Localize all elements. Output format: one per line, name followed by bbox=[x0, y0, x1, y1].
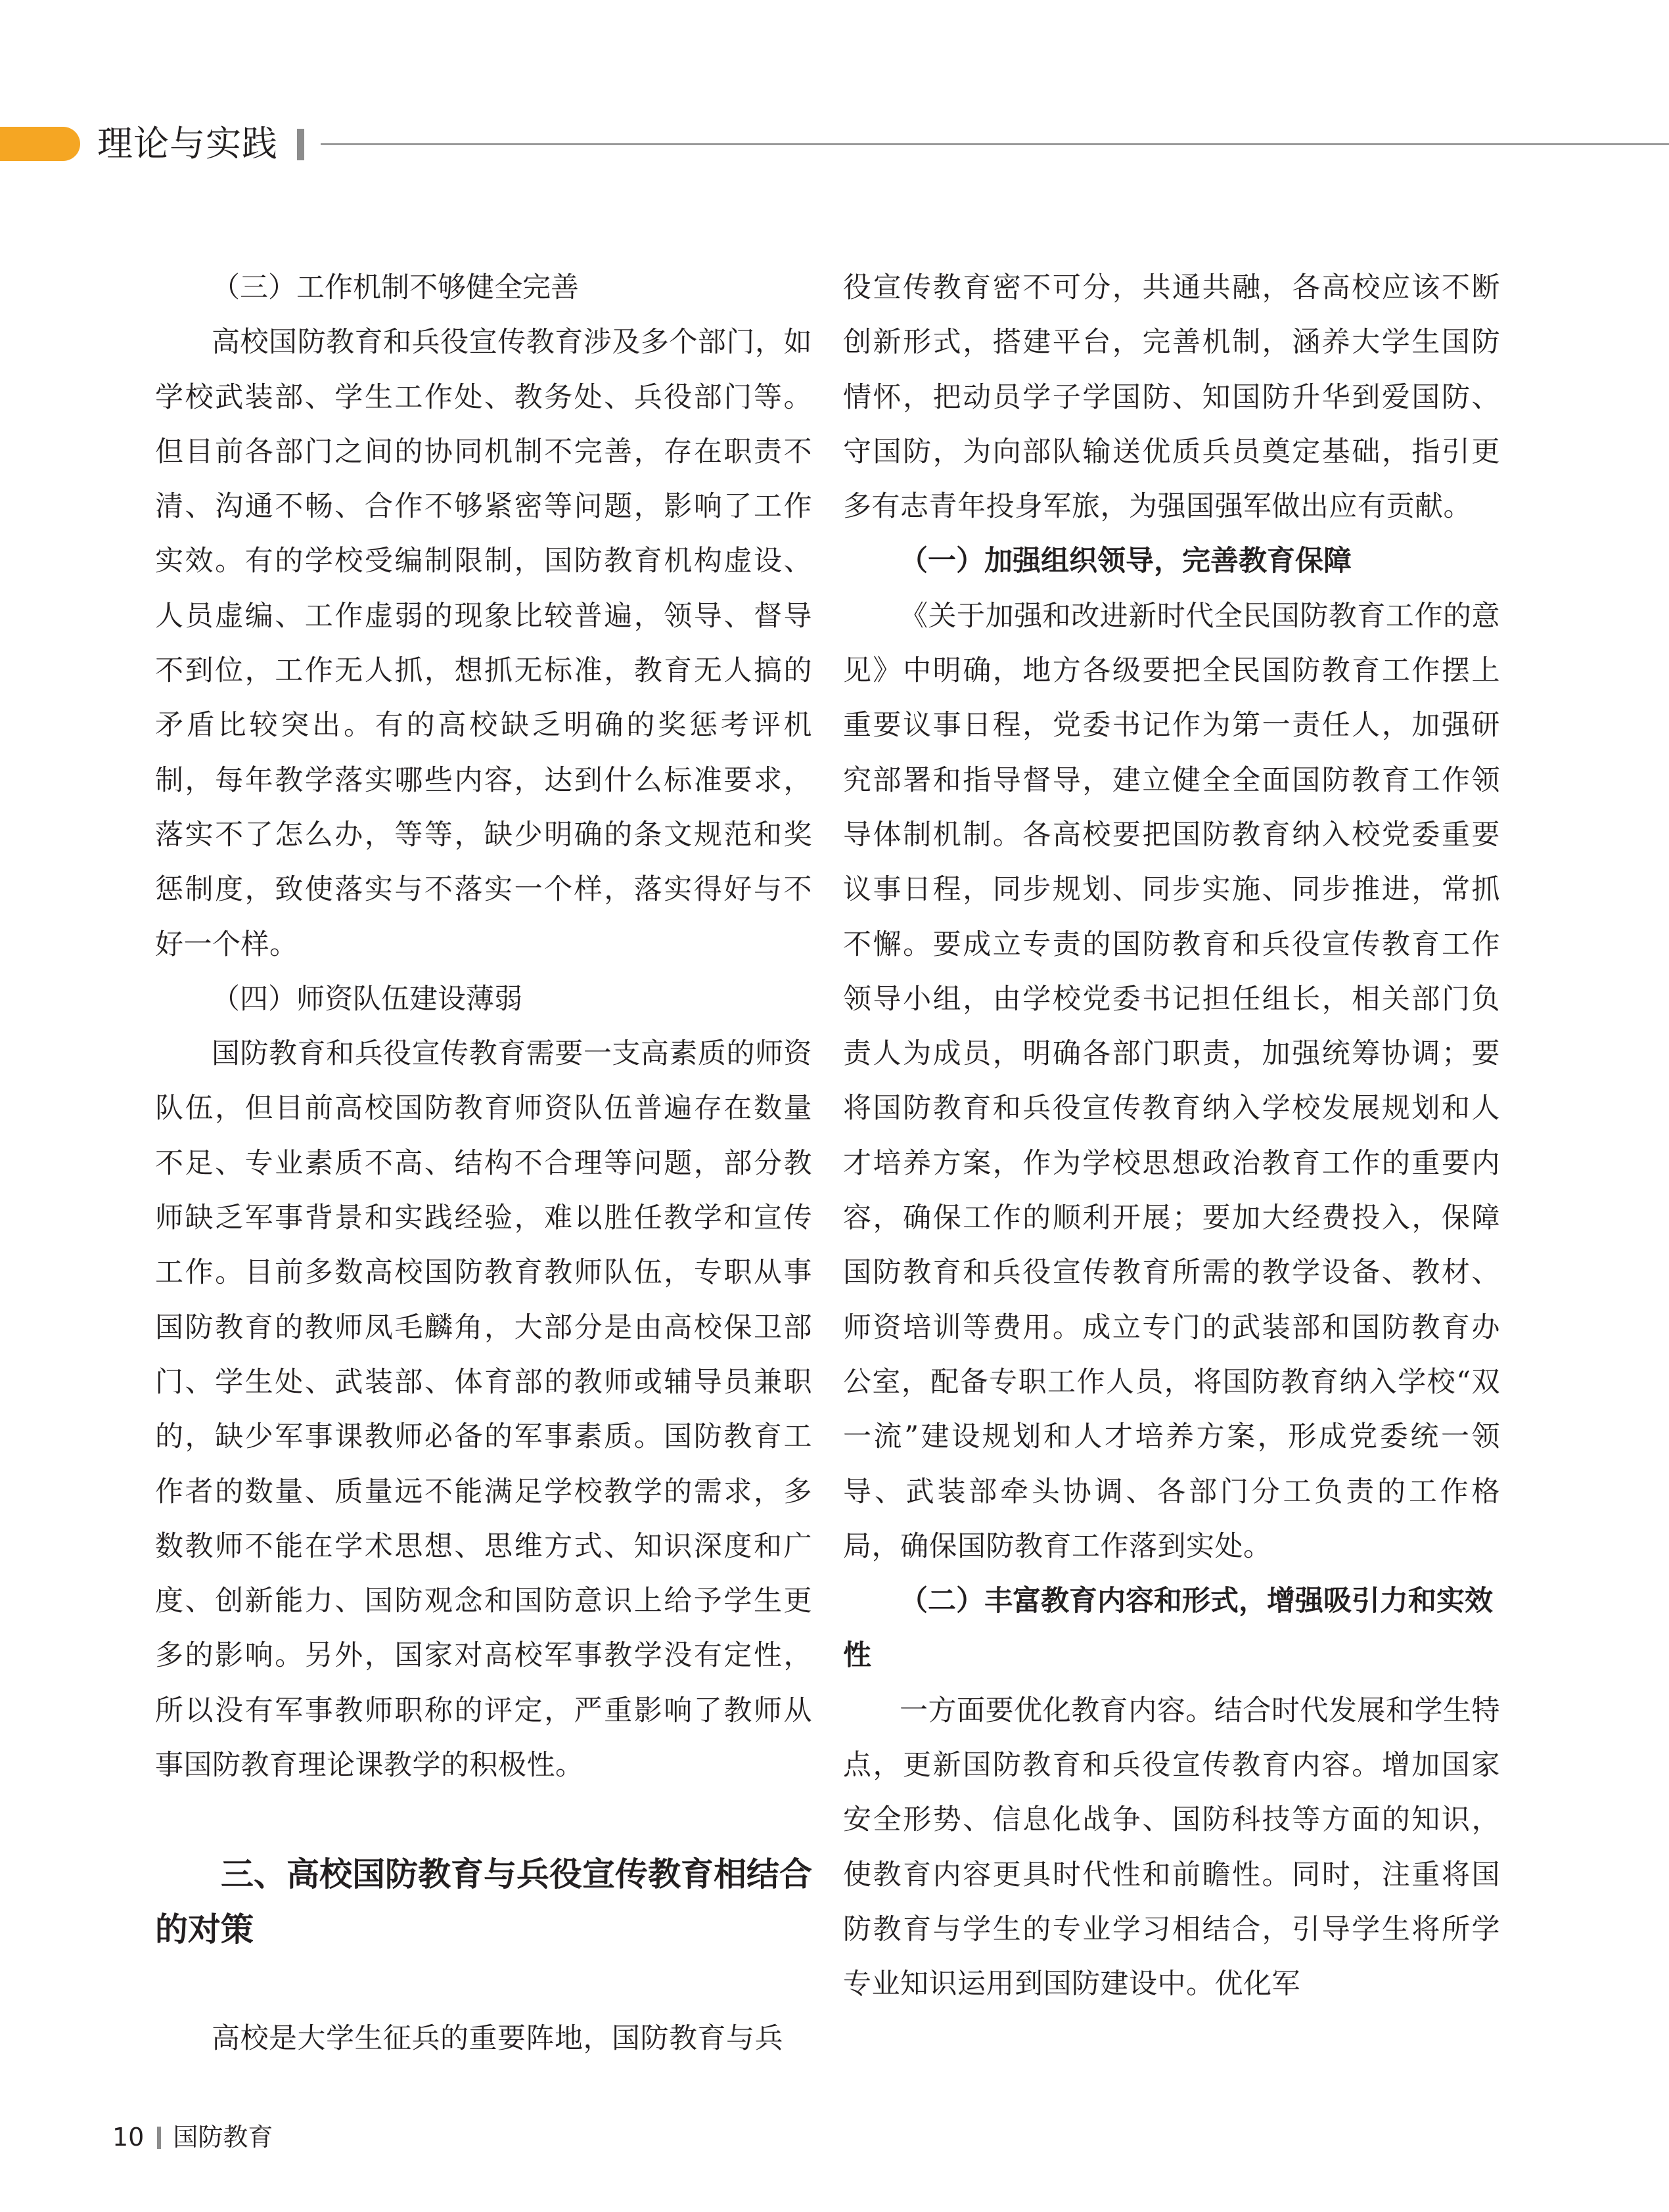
section-title: 理论与实践 bbox=[97, 123, 278, 164]
subheading-one: （一）加强组织领导，完善教育保障 bbox=[900, 545, 1352, 578]
header-accent-tab bbox=[0, 127, 80, 161]
paragraph: 国防教育和兵役宣传教育需要一支高素质的师资队伍，但目前高校国防教育师资队伍普遍存在数量不足、专业素质不高、结构不合理等问题，部分教师缺乏军事背景和实践经验，难以胜任教学和宣传工作。目前多数高校国防教育教师队伍，专职从事国防教育的教师凤毛麟角，大部分是由高校保卫部门、学生处、武装部、体育部的教师或辅导员兼职的，缺少军事课教师必备的军事素质。国防教育工作者的数量、质量远不能满足学校教学的需求，多数教师不能在学术思想、思维方式、知识深度和广度、创新能力、国防观念和国防意识上给予学生更多的影响。另外，国家对高校军事教学没有定性，所以没有军事教师职称的评定，严重影响了教师从事国防教育理论课教学的积极性。 bbox=[155, 1037, 812, 1782]
subheading-four: （四）师资队伍建设薄弱 bbox=[212, 982, 522, 1016]
subheading-three: （三）工作机制不够健全完善 bbox=[212, 271, 579, 304]
paragraph: 一方面要优化教育内容。结合时代发展和学生特点，更新国防教育和兵役宣传教育内容。增加国家安全形势、信息化战争、国防科技等方面的知识，使教育内容更具时代性和前瞻性。同时，注重将国防教育与学生的专业学习相结合，引导学生将所学专业知识运用到国防建设中。优化军 bbox=[843, 1694, 1500, 2001]
paragraph: 高校国防教育和兵役宣传教育涉及多个部门，如学校武装部、学生工作处、教务处、兵役部门等。但目前各部门之间的协同机制不完善，存在职责不清、沟通不畅、合作不够紧密等问题，影响了工作实效。有的学校受编制限制，国防教育机构虚设、人员虚编、工作虚弱的现象比较普遍，领导、督导不到位，工作无人抓，想抓无标准，教育无人搞的矛盾比较突出。有的高校缺乏明确的奖惩考评机制，每年教学落实哪些内容，达到什么标准要求，落实不了怎么办，等等，缺少明确的条文规范和奖惩制度，致使落实与不落实一个样，落实得好与不好一个样。 bbox=[155, 326, 812, 961]
paragraph: 役宣传教育密不可分，共通共融，各高校应该不断创新形式，搭建平台，完善机制，涵养大学生国防情怀，把动员学子学国防、知国防升华到爱国防、守国防，为向部队输送优质兵员奠定基础，指引更多有志青年投身军旅，为强国强军做出应有贡献。 bbox=[843, 271, 1500, 524]
right-column bbox=[843, 261, 1500, 2012]
header-rule bbox=[321, 143, 1669, 145]
page-number: 10 bbox=[112, 2123, 145, 2152]
paragraph: 《关于加强和改进新时代全民国防教育工作的意见》中明确，地方各级要把全民国防教育工作摆上重要议事日程，党委书记作为第一责任人，加强研究部署和指导督导，建立健全全面国防教育工作领导体制机制。各高校要把国防教育纳入校党委重要议事日程，同步规划、同步实施、同步推进，常抓不懈。要成立专责的国防教育和兵役宣传教育工作领导小组，由学校党委书记担任组长，相关部门负责人为成员，明确各部门职责，加强统筹协调；要将国防教育和兵役宣传教育纳入学校发展规划和人才培养方案，作为学校思想政治教育工作的重要内容，确保工作的顺利开展；要加大经费投入，保障国防教育和兵役宣传教育所需的教学设备、教材、师资培训等费用。成立专门的武装部和国防教育办公室，配备专职工作人员，将国防教育纳入学校“双一流”建设规划和人才培养方案，形成党委统一领导、武装部牵头协调、各部门分工负责的工作格局，确保国防教育工作落到实处。 bbox=[843, 599, 1500, 1563]
footer-divider-bar bbox=[157, 2127, 161, 2149]
left-column bbox=[155, 261, 812, 2066]
subheading-two: （二）丰富教育内容和形式，增强吸引力和实效性 bbox=[843, 1585, 1493, 1673]
page-footer bbox=[112, 2121, 273, 2154]
header-divider-bar bbox=[297, 129, 304, 160]
paragraph: 高校是大学生征兵的重要阵地，国防教育与兵 bbox=[212, 2021, 783, 2055]
section-heading-three: 三、高校国防教育与兵役宣传教育相结合的对策 bbox=[155, 1855, 812, 1949]
journal-name: 国防教育 bbox=[173, 2123, 273, 2152]
